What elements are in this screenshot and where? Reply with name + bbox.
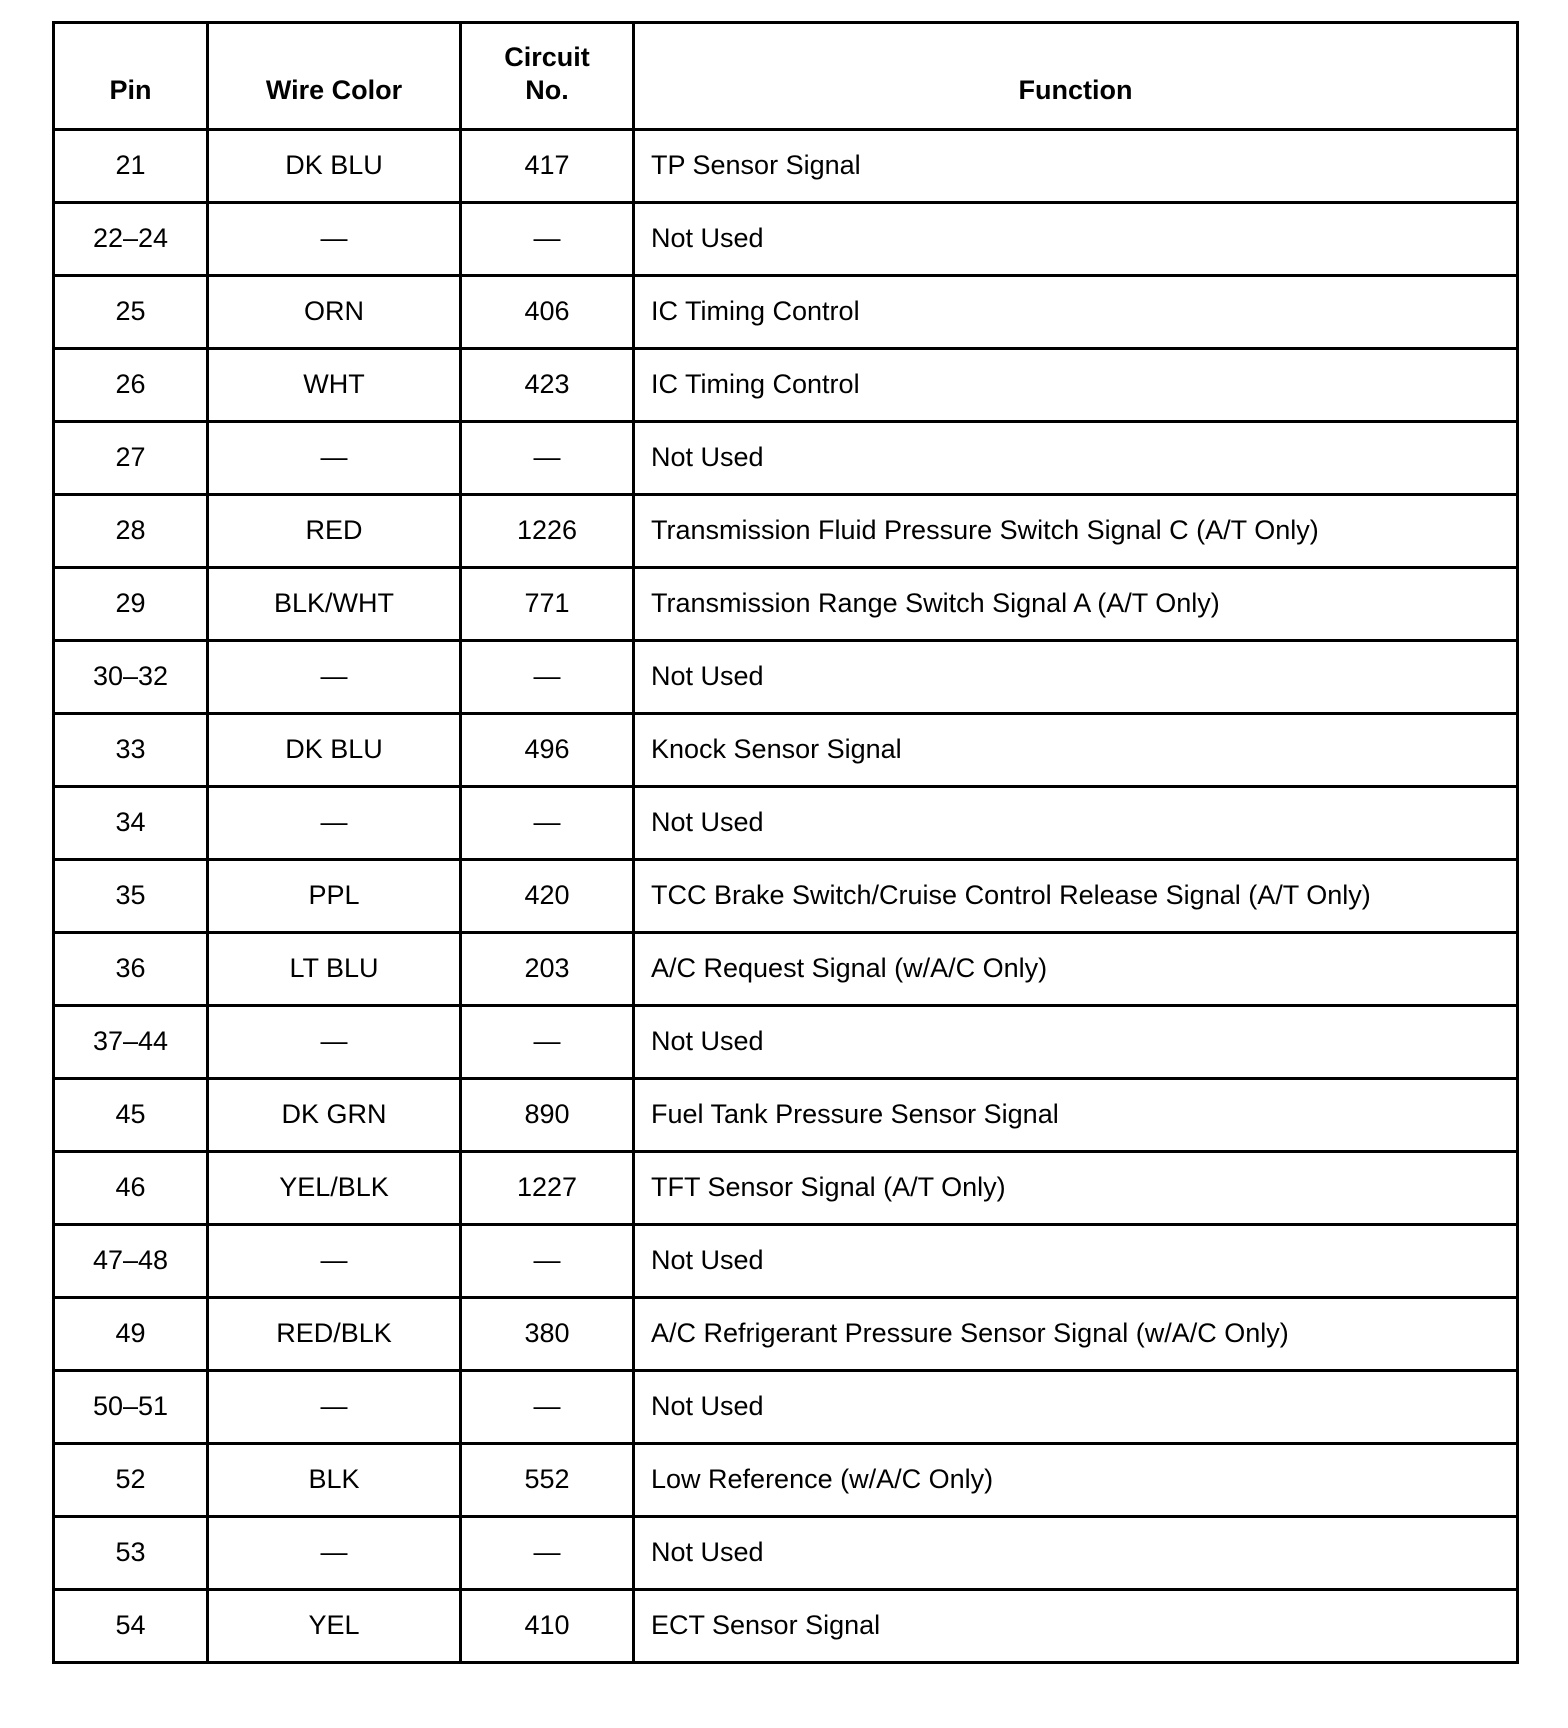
wire-color-cell: YEL [208, 1590, 461, 1663]
wire-color-cell: RED/BLK [208, 1298, 461, 1371]
header-pin [54, 23, 208, 130]
pin-cell: 34 [54, 787, 208, 860]
table-row [54, 495, 1518, 568]
function-cell: Not Used [634, 1006, 1518, 1079]
table-row [54, 1079, 1518, 1152]
function-cell: Not Used [634, 1517, 1518, 1590]
circuit-no-cell: — [461, 641, 634, 714]
table-row [54, 1371, 1518, 1444]
circuit-no-cell: 417 [461, 130, 634, 203]
function-cell: TP Sensor Signal [634, 130, 1518, 203]
table-row [54, 1444, 1518, 1517]
function-cell: Transmission Range Switch Signal A (A/T Only) [634, 568, 1518, 641]
wire-color-cell: — [208, 422, 461, 495]
pin-cell: 30–32 [54, 641, 208, 714]
wire-color-cell: — [208, 787, 461, 860]
function-cell: TCC Brake Switch/Cruise Control Release Signal (A/T Only) [634, 860, 1518, 933]
table-row [54, 130, 1518, 203]
table-header [54, 23, 1518, 130]
function-cell: Not Used [634, 422, 1518, 495]
header-circuit-line1: Circuit [504, 41, 590, 72]
circuit-no-cell: 890 [461, 1079, 634, 1152]
circuit-no-cell: — [461, 1006, 634, 1079]
header-wire-color [208, 23, 461, 130]
table-row [54, 349, 1518, 422]
pin-cell: 50–51 [54, 1371, 208, 1444]
wire-color-cell: — [208, 1225, 461, 1298]
function-cell: A/C Refrigerant Pressure Sensor Signal (w/A/C Only) [634, 1298, 1518, 1371]
function-cell: Not Used [634, 787, 1518, 860]
circuit-no-cell: 771 [461, 568, 634, 641]
circuit-no-cell: — [461, 1517, 634, 1590]
table-row [54, 203, 1518, 276]
pin-cell: 49 [54, 1298, 208, 1371]
function-cell: Low Reference (w/A/C Only) [634, 1444, 1518, 1517]
pin-cell: 53 [54, 1517, 208, 1590]
table-row [54, 714, 1518, 787]
table-body [54, 130, 1518, 1663]
circuit-no-cell: 420 [461, 860, 634, 933]
function-cell: IC Timing Control [634, 276, 1518, 349]
circuit-no-cell: — [461, 1225, 634, 1298]
circuit-no-cell: 1227 [461, 1152, 634, 1225]
table-row [54, 276, 1518, 349]
circuit-no-cell: 203 [461, 933, 634, 1006]
wire-color-cell: BLK/WHT [208, 568, 461, 641]
function-cell: ECT Sensor Signal [634, 1590, 1518, 1663]
table-row [54, 1590, 1518, 1663]
header-circuit-stack [504, 41, 590, 109]
wire-color-cell: DK BLU [208, 714, 461, 787]
wire-color-cell: — [208, 641, 461, 714]
function-cell: Not Used [634, 1371, 1518, 1444]
pin-cell: 36 [54, 933, 208, 1006]
circuit-no-cell: 1226 [461, 495, 634, 568]
circuit-no-cell: — [461, 787, 634, 860]
header-circuit-line2: No. [525, 75, 569, 106]
header-row [54, 23, 1518, 130]
wire-color-cell: RED [208, 495, 461, 568]
header-wire-color-label: Wire Color [265, 75, 403, 106]
pin-cell: 22–24 [54, 203, 208, 276]
circuit-no-cell: 406 [461, 276, 634, 349]
function-cell: IC Timing Control [634, 349, 1518, 422]
connector-pinout-table [52, 21, 1519, 1664]
table-row [54, 1006, 1518, 1079]
wire-color-cell: DK GRN [208, 1079, 461, 1152]
pin-cell: 47–48 [54, 1225, 208, 1298]
wire-color-cell: BLK [208, 1444, 461, 1517]
pin-cell: 26 [54, 349, 208, 422]
circuit-no-cell: 496 [461, 714, 634, 787]
table-row [54, 568, 1518, 641]
table-row [54, 1517, 1518, 1590]
pin-cell: 33 [54, 714, 208, 787]
pin-cell: 27 [54, 422, 208, 495]
wire-color-cell: YEL/BLK [208, 1152, 461, 1225]
pin-cell: 21 [54, 130, 208, 203]
table-row [54, 641, 1518, 714]
circuit-no-cell: — [461, 203, 634, 276]
header-function-label: Function [1018, 75, 1133, 106]
pin-cell: 45 [54, 1079, 208, 1152]
table-row [54, 933, 1518, 1006]
pin-cell: 29 [54, 568, 208, 641]
wire-color-cell: PPL [208, 860, 461, 933]
function-cell: TFT Sensor Signal (A/T Only) [634, 1152, 1518, 1225]
table-row [54, 1298, 1518, 1371]
pin-cell: 37–44 [54, 1006, 208, 1079]
header-circuit-no [461, 23, 634, 130]
wire-color-cell: — [208, 1371, 461, 1444]
function-cell: Not Used [634, 203, 1518, 276]
table-row [54, 1152, 1518, 1225]
circuit-no-cell: — [461, 1371, 634, 1444]
wire-color-cell: — [208, 203, 461, 276]
pin-cell: 28 [54, 495, 208, 568]
circuit-no-cell: 410 [461, 1590, 634, 1663]
wire-color-cell: — [208, 1006, 461, 1079]
function-cell: A/C Request Signal (w/A/C Only) [634, 933, 1518, 1006]
wire-color-cell: LT BLU [208, 933, 461, 1006]
table-row [54, 787, 1518, 860]
table-row [54, 422, 1518, 495]
table-row [54, 1225, 1518, 1298]
header-pin-label: Pin [109, 75, 152, 106]
function-cell: Fuel Tank Pressure Sensor Signal [634, 1079, 1518, 1152]
pin-cell: 35 [54, 860, 208, 933]
table-row [54, 860, 1518, 933]
function-cell: Transmission Fluid Pressure Switch Signal C (A/T Only) [634, 495, 1518, 568]
wire-color-cell: ORN [208, 276, 461, 349]
circuit-no-cell: 380 [461, 1298, 634, 1371]
wire-color-cell: — [208, 1517, 461, 1590]
function-cell: Not Used [634, 641, 1518, 714]
function-cell: Knock Sensor Signal [634, 714, 1518, 787]
circuit-no-cell: — [461, 422, 634, 495]
header-function [634, 23, 1518, 130]
circuit-no-cell: 423 [461, 349, 634, 422]
function-cell: Not Used [634, 1225, 1518, 1298]
pin-cell: 52 [54, 1444, 208, 1517]
pin-cell: 25 [54, 276, 208, 349]
circuit-no-cell: 552 [461, 1444, 634, 1517]
wire-color-cell: DK BLU [208, 130, 461, 203]
pin-cell: 46 [54, 1152, 208, 1225]
pin-cell: 54 [54, 1590, 208, 1663]
wire-color-cell: WHT [208, 349, 461, 422]
